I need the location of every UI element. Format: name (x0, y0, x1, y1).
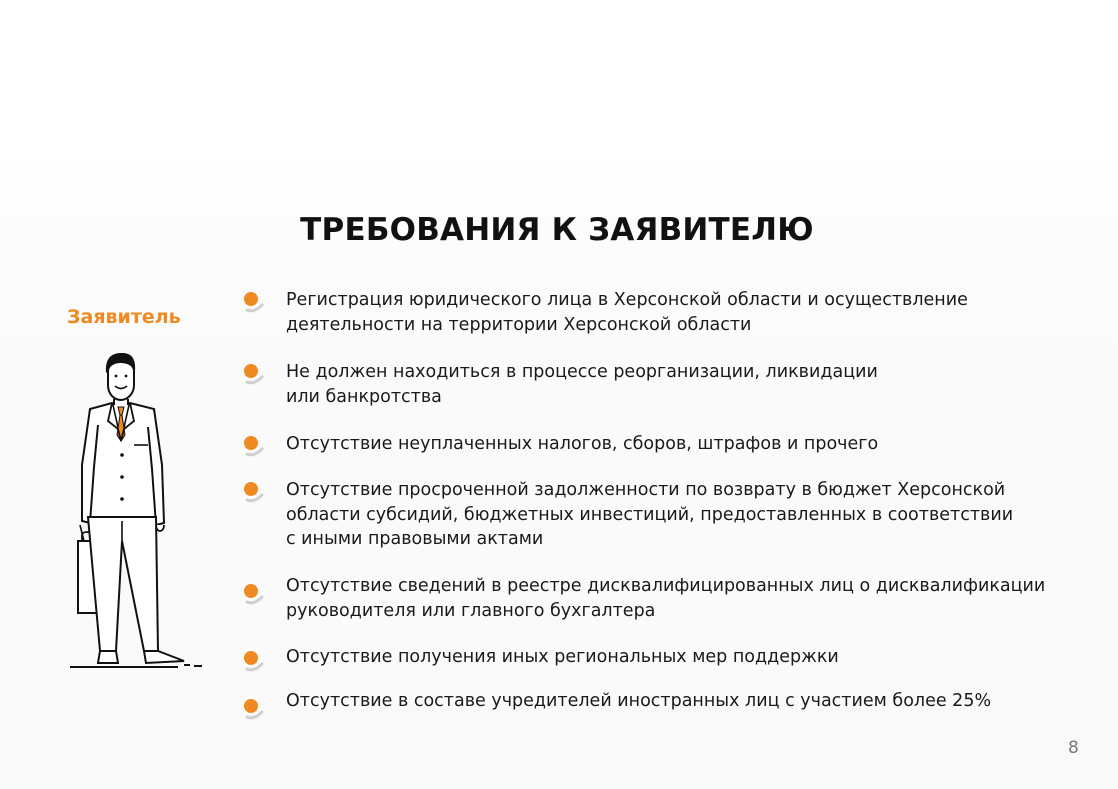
orange-dot-bullet-icon (240, 478, 266, 506)
requirement-text: Отсутствие просроченной задолженности по возврату в бюджет Херсонской области субсидий, бюджетных инвестиций, предоставленных в соответствии с иными правовыми актами (286, 480, 1014, 549)
orange-dot-bullet-icon (240, 580, 266, 608)
slide-title: ТРЕБОВАНИЯ К ЗАЯВИТЕЛЮ (300, 212, 814, 248)
orange-dot-bullet-icon (240, 288, 266, 316)
requirement-text: Отсутствие в составе учредителей иностранных лиц с участием более 25% (286, 691, 992, 711)
page-number: 8 (1068, 738, 1079, 758)
orange-dot-bullet-icon (240, 695, 266, 723)
businessman-illustration (60, 345, 220, 685)
requirement-text: Отсутствие сведений в реестре дисквалифицированных лиц о дисквалификации руководителя или главного бухгалтера (286, 576, 1046, 621)
requirement-text: Отсутствие получения иных региональных мер поддержки (286, 647, 839, 667)
requirement-text: Регистрация юридического лица в Херсонской области и осуществление деятельности на территории Херсонской области (286, 290, 968, 335)
orange-dot-bullet-icon (240, 360, 266, 388)
requirement-text: Отсутствие неуплаченных налогов, сборов, штрафов и прочего (286, 434, 879, 454)
orange-dot-bullet-icon (240, 647, 266, 675)
orange-dot-bullet-icon (240, 432, 266, 460)
requirement-text: Не должен находиться в процессе реорганизации, ликвидации или банкротства (286, 362, 878, 407)
applicant-label: Заявитель (67, 306, 181, 328)
